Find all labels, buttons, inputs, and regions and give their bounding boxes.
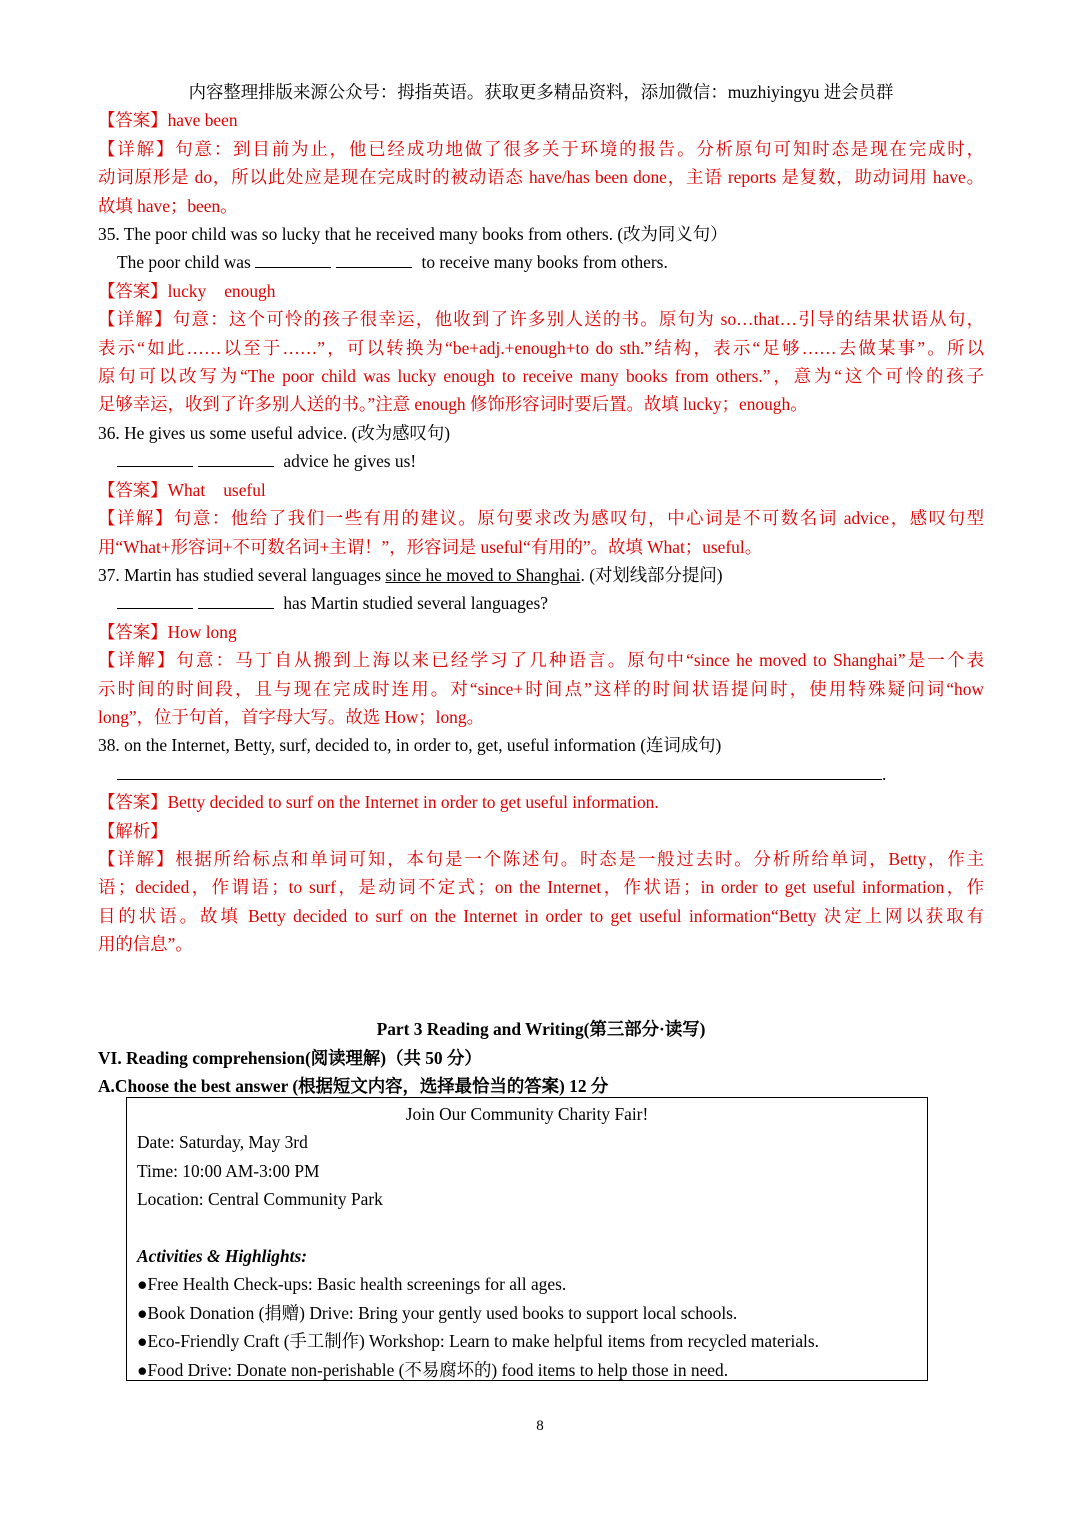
- q37-detail-line: long”，位于句首，首字母大写。故选 How；long。: [98, 706, 484, 727]
- q38-answer: 【答案】Betty decided to surf on the Internet in order to get useful information.: [98, 792, 659, 813]
- notice-date: Date: Saturday, May 3rd: [137, 1132, 308, 1153]
- q35-question: 35. The poor child was so lucky that he received many books from others. (改为同义句）: [98, 224, 728, 245]
- q35-prompt: [98, 248, 984, 276]
- spacer: [98, 959, 984, 1016]
- answer-blank[interactable]: [198, 591, 274, 609]
- q38-period: .: [882, 763, 887, 784]
- header-note: 内容整理排版来源公众号：拇指英语。获取更多精品资料，添加微信：muzhiyingyu 进会员群: [188, 82, 894, 102]
- notice-title: Join Our Community Charity Fair!: [405, 1104, 649, 1124]
- part3-title: Part 3 Reading and Writing(第三部分·读写): [376, 1019, 706, 1040]
- q37-question-start: 37. Martin has studied several languages: [98, 564, 382, 585]
- answer-blank[interactable]: [117, 762, 882, 780]
- q36-prompt: [98, 447, 984, 475]
- q34-detail-line: 动词原形是 do，所以此处应是现在完成时的被动语态 have/has been done，主语 reports 是复数，助动词用 have。: [98, 167, 984, 188]
- q35-detail-line: 足够幸运，收到了许多别人送的书。”注意 enough 修饰形容词时要后置。故填 lucky；enough。: [98, 394, 808, 415]
- q35-answer-label: 【答案】lucky: [98, 280, 207, 301]
- spacer: [137, 1214, 917, 1242]
- answer-blank[interactable]: [117, 449, 193, 467]
- q37-question-end: . (对划线部分提问): [580, 564, 723, 585]
- q38-detail-line: 用的信息”。: [98, 934, 193, 955]
- q37-detail-line: 【详解】句意：马丁自从搬到上海以来已经学习了几种语言。原句中“since he moved to Shanghai”是一个表: [98, 650, 984, 671]
- q36-detail-line: 用“What+形容词+不可数名词+主谓！”，形容词是 useful“有用的”。故填 What；useful。: [98, 536, 763, 557]
- q38-detail-line: 【详解】根据所给标点和单词可知，本句是一个陈述句。时态是一般过去时。分析所给单词，Betty，作主: [98, 848, 984, 869]
- q35-answer: [98, 277, 984, 305]
- q35-answer-word2: enough: [224, 280, 276, 301]
- page-number: 8: [536, 1418, 544, 1434]
- answer-blank[interactable]: [255, 250, 331, 268]
- q38-detail-line: 目的状语。故填 Betty decided to surf on the Internet in order to get useful information“Betty 决定上网以获取有: [98, 905, 984, 926]
- q35-detail-line: 【详解】句意：这个可怜的孩子很幸运，他收到了许多别人送的书。原句为 so…that…引导的结果状语从句，: [98, 309, 984, 330]
- q37-prompt-end: has Martin studied several languages?: [283, 593, 548, 614]
- q38-question: 38. on the Internet, Betty, surf, decided to, in order to, get, useful information (连词成句): [98, 735, 722, 756]
- q34-answer: 【答案】have been: [98, 110, 238, 131]
- q36-answer-word2: useful: [223, 479, 266, 500]
- q36-answer: [98, 476, 984, 504]
- notice-location: Location: Central Community Park: [137, 1189, 383, 1210]
- q38-detail-line: 语；decided，作谓语；to surf，是动词不定式；on the Internet，作状语；in order to get useful information，作: [98, 877, 984, 898]
- q35-detail-line: 表示“如此……以至于……”，可以转换为“be+adj.+enough+to do sth.”结构，表示“足够……去做某事”。所以: [98, 337, 984, 358]
- q37-detail-line: 示时间的时间段，且与现在完成时连用。对“since+时间点”这样的时间状语提问时，使用特殊疑问词“how: [98, 678, 984, 699]
- answer-blank[interactable]: [336, 250, 412, 268]
- q34-detail-line: 故填 have；been。: [98, 195, 238, 216]
- q38-analysis: 【解析】: [98, 820, 168, 841]
- q35-prompt-start: The poor child was: [117, 252, 251, 273]
- notice-time: Time: 10:00 AM-3:00 PM: [137, 1160, 320, 1181]
- q37-prompt: [98, 589, 984, 617]
- q37-underlined-phrase: since he moved to Shanghai: [385, 564, 581, 585]
- q37-answer: 【答案】How long: [98, 621, 237, 642]
- activities-heading: Activities & Highlights:: [137, 1246, 308, 1267]
- activity-item: ●Eco-Friendly Craft (手工制作) Workshop: Learn to make helpful items from recycled materials.: [137, 1331, 819, 1352]
- q38-answer-line: [98, 760, 984, 788]
- section-heading: VI. Reading comprehension(阅读理解)（共 50 分）: [98, 1047, 482, 1068]
- document-page: [98, 78, 984, 1101]
- q36-prompt-end: advice he gives us!: [283, 451, 417, 472]
- activity-item: ●Free Health Check-ups: Basic health screenings for all ages.: [137, 1274, 567, 1295]
- activity-item: ●Food Drive: Donate non-perishable (不易腐坏的) food items to help those in need.: [137, 1359, 729, 1380]
- answer-blank[interactable]: [198, 449, 274, 467]
- q36-answer-label: 【答案】What: [98, 479, 206, 500]
- answer-blank[interactable]: [117, 591, 193, 609]
- q37-question: [98, 561, 984, 589]
- activity-item: ●Book Donation (捐赠) Drive: Bring your gently used books to support local schools.: [137, 1302, 738, 1323]
- q36-detail-line: 【详解】句意：他给了我们一些有用的建议。原句要求改为感叹句，中心词是不可数名词 advice，感叹句型: [98, 508, 984, 529]
- subsection-heading: A.Choose the best answer (根据短文内容，选择最恰当的答案) 12 分: [98, 1076, 609, 1097]
- q36-question: 36. He gives us some useful advice. (改为感叹句): [98, 422, 451, 443]
- q35-detail-line: 原句可以改写为“The poor child was lucky enough to receive many books from others.”，意为“这个可怜的孩子: [98, 366, 984, 387]
- q34-detail-line: 【详解】句意：到目前为止，他已经成功地做了很多关于环境的报告。分析原句可知时态是现在完成时，: [98, 138, 984, 159]
- q35-prompt-end: to receive many books from others.: [421, 252, 668, 273]
- charity-fair-notice: [126, 1097, 928, 1381]
